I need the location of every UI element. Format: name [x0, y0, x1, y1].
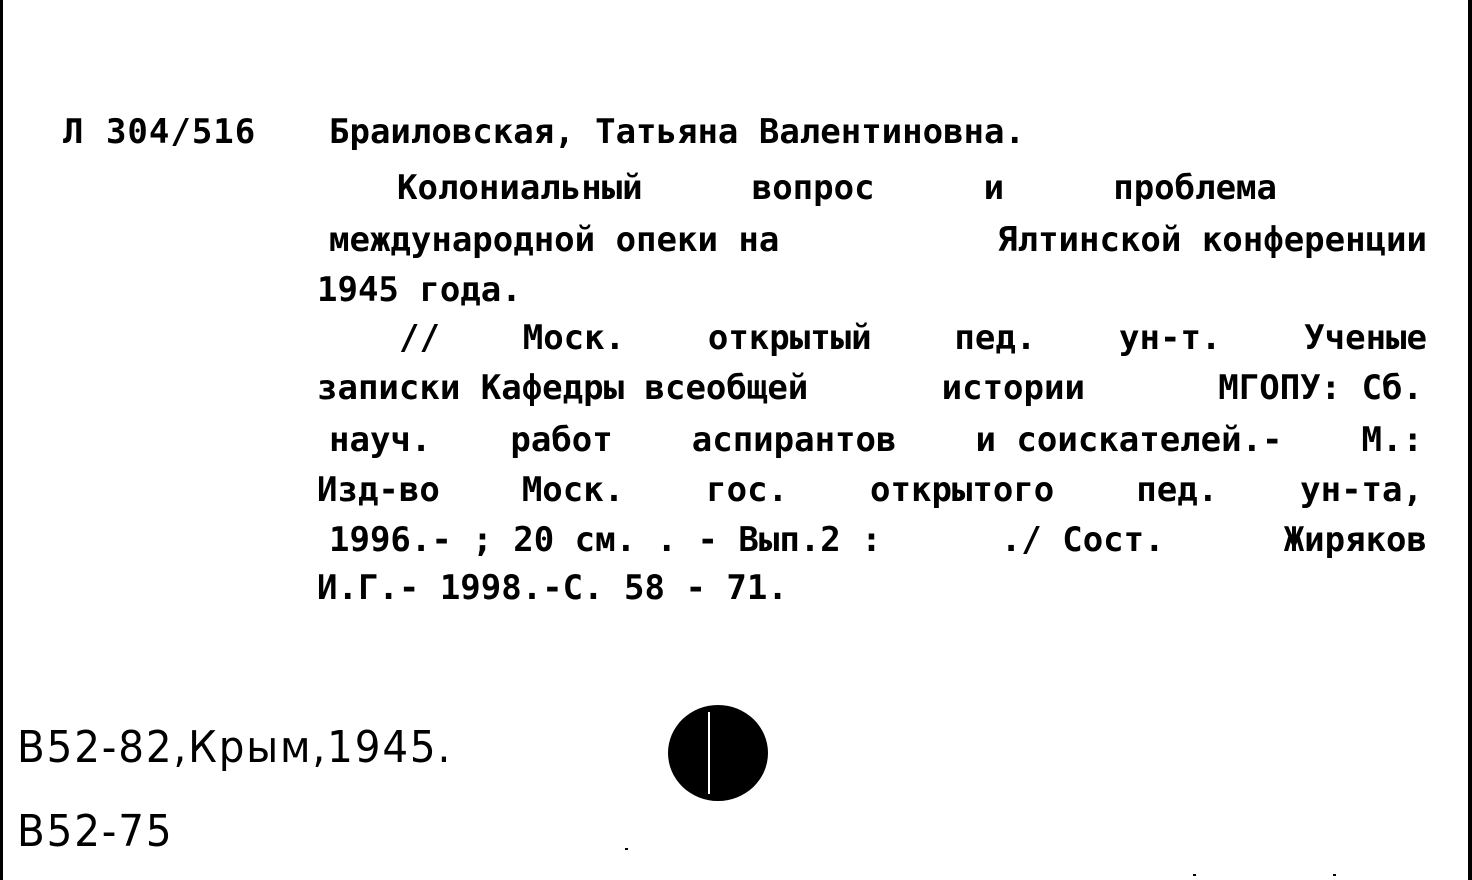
title-line-3: [317, 270, 1427, 310]
author-heading: Браиловская, Татьяна Валентиновна.: [329, 112, 1025, 152]
source-line-3: [329, 420, 1423, 460]
source-word: открытый: [707, 318, 872, 358]
source-text: Жиряков: [1283, 520, 1427, 560]
source-word: Моск.: [522, 318, 626, 358]
source-word: науч.: [329, 420, 432, 460]
source-word: работ: [510, 420, 613, 460]
source-line-5: [329, 520, 1427, 560]
handwritten-classification-1: В52-82,Крым,1945.: [17, 722, 453, 773]
card-edge: [1468, 0, 1472, 880]
source-text: 1996.- ; 20 см. . - Вып.2 :: [329, 520, 882, 560]
source-word: открытого: [870, 470, 1055, 510]
source-word: пед.: [954, 318, 1037, 358]
source-text: истории: [941, 368, 1085, 408]
source-text: ./ Сост.: [1000, 520, 1165, 560]
title-word: и: [983, 168, 1005, 208]
source-line-4: [317, 470, 1423, 510]
source-line-6: [317, 568, 1427, 608]
source-word: Изд-во: [317, 470, 440, 510]
title-line-1: [397, 168, 1277, 208]
source-word: ун-т.: [1119, 318, 1222, 358]
punch-hole-mark: [708, 712, 710, 794]
title-word: Колониальный: [397, 168, 643, 208]
scan-speck: [1333, 874, 1336, 876]
call-number: Л 304/516: [63, 112, 257, 152]
handwritten-classification-2: В52-75: [17, 806, 174, 857]
title-line-2: [329, 220, 1427, 260]
source-word: М.:: [1361, 420, 1423, 460]
source-word: ун-та,: [1300, 470, 1423, 510]
source-word: аспирантов: [691, 420, 897, 460]
source-line-1: [399, 318, 1427, 358]
source-word: и соискателей.-: [975, 420, 1283, 460]
scan-speck: [625, 848, 628, 850]
title-word: проблема: [1113, 168, 1277, 208]
punch-hole: [668, 705, 768, 801]
source-word: Моск.: [521, 470, 625, 510]
source-text: МГОПУ: Сб.: [1218, 368, 1423, 408]
source-word: //: [399, 318, 440, 358]
title-text: 1945 года.: [317, 270, 522, 310]
source-word: гос.: [706, 470, 789, 510]
source-text: записки Кафедры всеобщей: [317, 368, 809, 408]
source-text: И.Г.- 1998.-С. 58 - 71.: [317, 568, 788, 608]
title-word: вопрос: [751, 168, 875, 208]
source-word: пед.: [1136, 470, 1219, 510]
title-text: Ялтинской конференции: [997, 220, 1427, 260]
source-word: Ученые: [1304, 318, 1427, 358]
source-line-2: [317, 368, 1423, 408]
title-text: международной опеки на: [329, 220, 780, 260]
scan-speck: [1193, 874, 1196, 876]
